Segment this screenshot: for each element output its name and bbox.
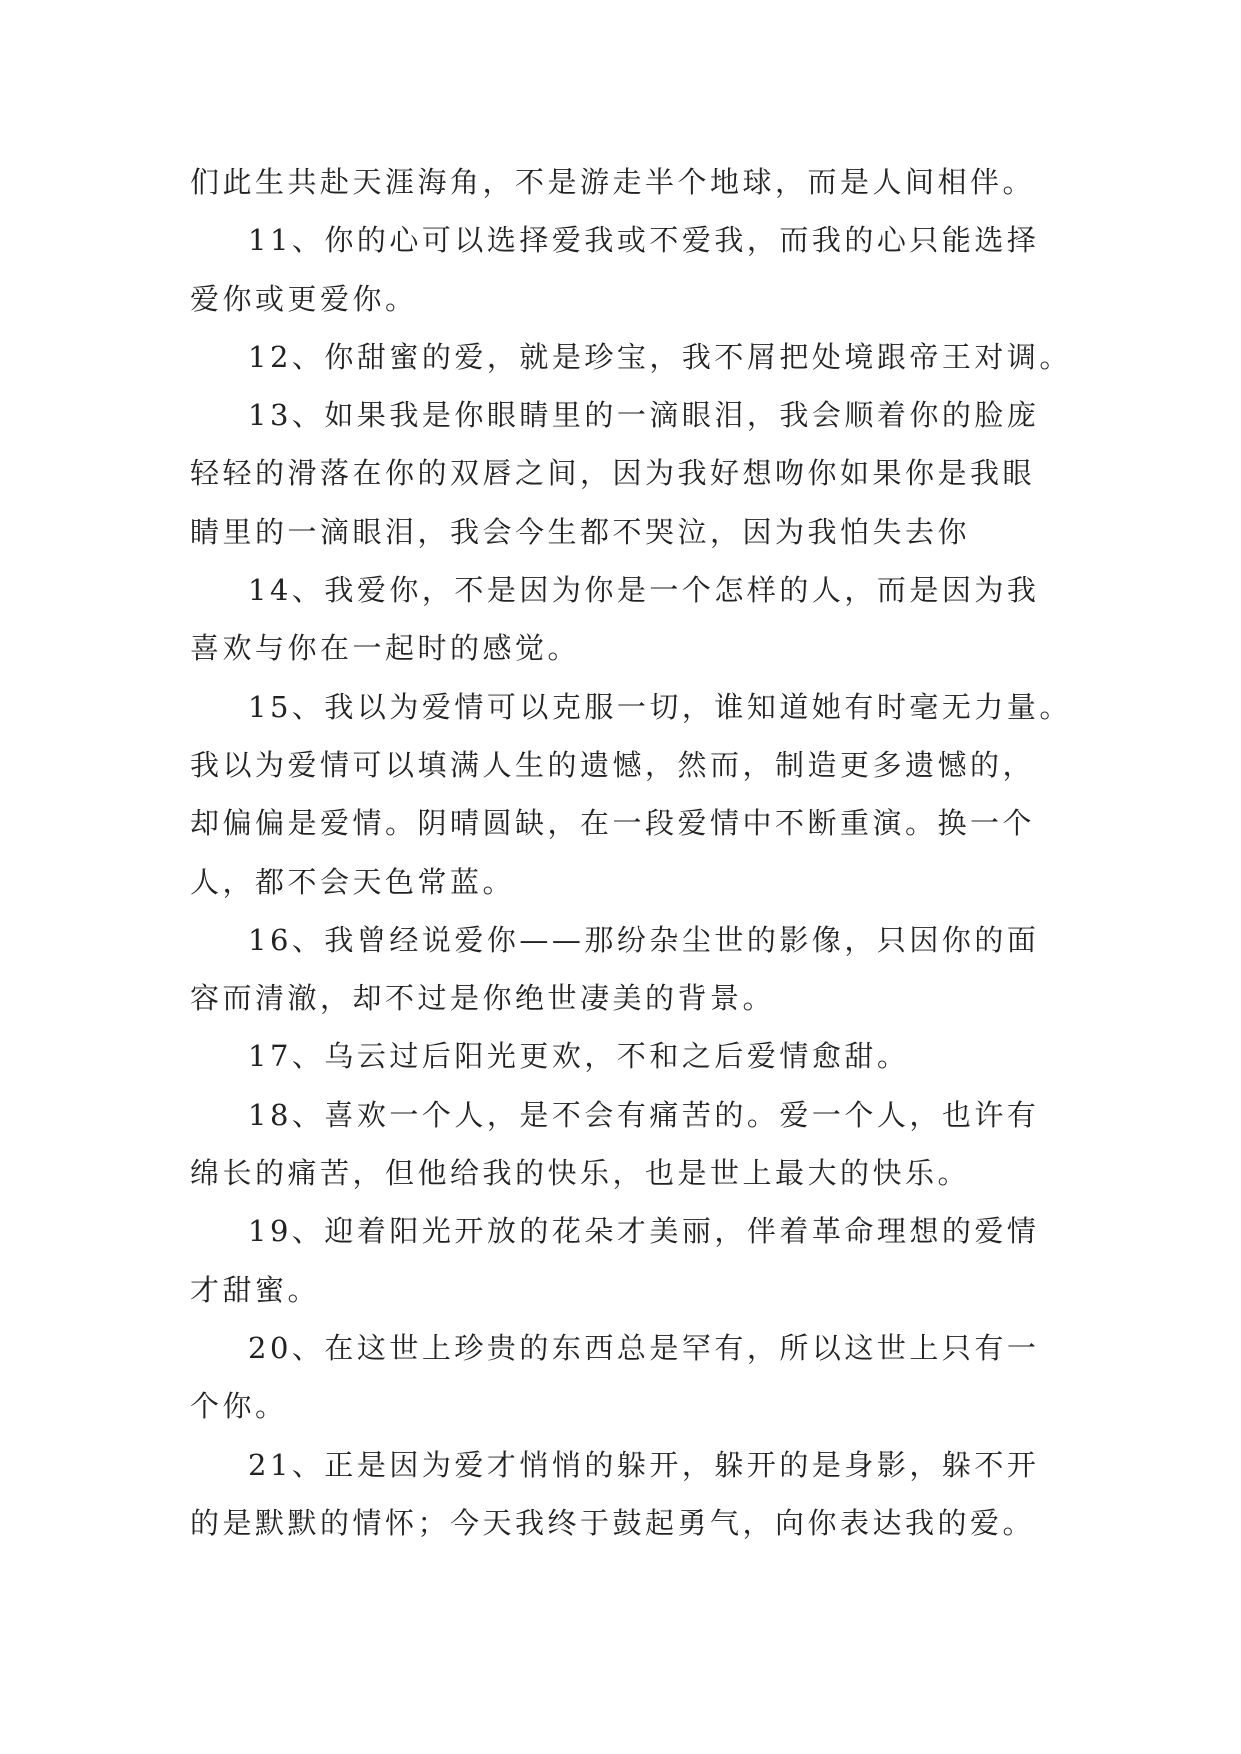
text-line: 18、喜欢一个人，是不会有痛苦的。爱一个人，也许有 [248, 1097, 1040, 1132]
text-line: 11、你的心可以选择爱我或不爱我，而我的心只能选择 [248, 223, 1040, 258]
paragraph [190, 386, 1052, 561]
text-line: 个你。 [190, 1389, 288, 1424]
text-line: 才甜蜜。 [190, 1272, 321, 1307]
paragraph [190, 328, 1072, 386]
text-line: 15、我以为爱情可以克服一切，谁知道她有时毫无力量。 [248, 689, 1072, 724]
text-line: 21、正是因为爱才悄悄的躲开，躲开的是身影，躲不开 [248, 1447, 1040, 1482]
text-line: 绵长的痛苦，但他给我的快乐，也是世上最大的快乐。 [190, 1156, 971, 1191]
text-line: 的是默默的情怀；今天我终于鼓起勇气，向你表达我的爱。 [190, 1505, 1036, 1540]
paragraph [190, 911, 1052, 1028]
text-line: 容而清澈，却不过是你绝世凄美的背景。 [190, 981, 776, 1016]
paragraph [190, 1086, 1052, 1203]
text-line: 喜欢与你在一起时的感觉。 [190, 631, 581, 666]
paragraph [190, 211, 1052, 328]
text-line: 14、我爱你，不是因为你是一个怎样的人，而是因为我 [248, 573, 1040, 608]
text-line: 20、在这世上珍贵的东西总是罕有，所以这世上只有一 [248, 1330, 1040, 1365]
text-line: 轻轻的滑落在你的双唇之间，因为我好想吻你如果你是我眼 [190, 456, 1036, 491]
paragraph [190, 1027, 1052, 1085]
text-line: 17、乌云过后阳光更欢，不和之后爱情愈甜。 [248, 1039, 910, 1074]
paragraph [190, 1202, 1052, 1319]
text-line: 12、你甜蜜的爱，就是珍宝，我不屑把处境跟帝王对调。 [248, 339, 1072, 374]
text-line: 人，都不会天色常蓝。 [190, 864, 516, 899]
paragraph [190, 561, 1052, 678]
text-line: 13、如果我是你眼睛里的一滴眼泪，我会顺着你的脸庞 [248, 398, 1040, 433]
paragraph [190, 1436, 1052, 1553]
text-line: 们此生共赴天涯海角，不是游走半个地球，而是人间相伴。 [190, 165, 1036, 199]
document-page [190, 153, 1072, 1552]
paragraph [190, 1319, 1052, 1436]
paragraph [190, 153, 1052, 211]
paragraph [190, 678, 1072, 911]
text-line: 16、我曾经说爱你——那纷杂尘世的影像，只因你的面 [248, 922, 1040, 957]
text-line: 我以为爱情可以填满人生的遗憾，然而，制造更多遗憾的， [190, 747, 1036, 782]
text-line: 睛里的一滴眼泪，我会今生都不哭泣，因为我怕失去你 [190, 514, 971, 549]
text-line: 19、迎着阳光开放的花朵才美丽，伴着革命理想的爱情 [248, 1214, 1040, 1249]
text-line: 爱你或更爱你。 [190, 281, 418, 316]
text-line: 却偏偏是爱情。阴晴圆缺，在一段爱情中不断重演。换一个 [190, 806, 1036, 841]
